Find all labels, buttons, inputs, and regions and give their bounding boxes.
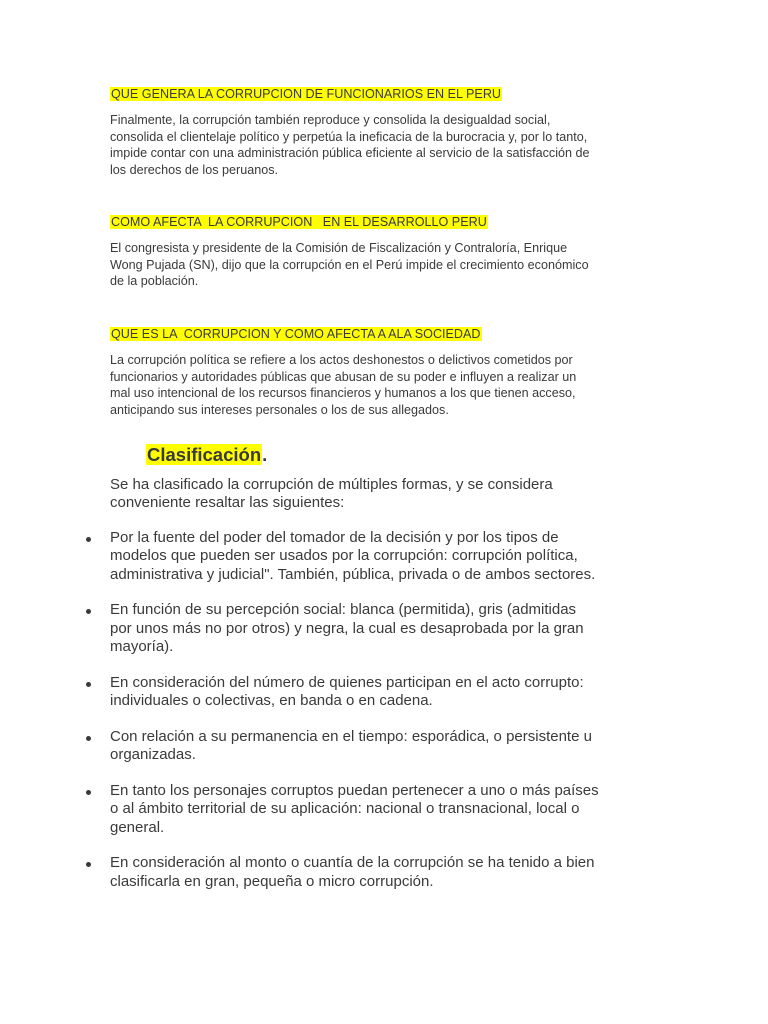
list-item (0, 601, 670, 656)
list-item-line: general. (110, 818, 165, 836)
list-item-line: modelos que pueden ser usados por la corrupción: corrupción política, (110, 547, 578, 565)
bullet-icon (86, 609, 91, 614)
paragraph-line: Finalmente, la corrupción también reproduce y consolida la desigualdad social, (110, 113, 551, 127)
bullet-icon (86, 736, 91, 741)
paragraph-line: de la población. (110, 274, 199, 288)
list-item (0, 529, 670, 584)
paragraph-line: consolida el clientelaje político y perpetúa la ineficacia de la burocracia y, por lo tanto, (110, 129, 588, 144)
list-item-line: En consideración al monto o cuantía de la corrupción se ha tenido a bien (110, 854, 595, 872)
heading-highlight: COMO AFECTA LA CORRUPCION EN EL DESARROLLO PERU (111, 215, 487, 229)
list-item-line: por unos más no por otros) y negra, la cual es desaprobada por la gran (110, 619, 584, 637)
list-item-line: En tanto los personajes corruptos puedan pertenecer a uno o más países (110, 781, 599, 799)
list-item-line: mayoría). (110, 637, 174, 655)
list-item (0, 728, 670, 765)
heading-highlight: QUE GENERA LA CORRUPCION DE FUNCIONARIOS EN EL PERU (111, 87, 502, 101)
list-item-line: clasificarla en gran, pequeña o micro corrupción. (110, 872, 434, 890)
section-heading-2 (110, 214, 488, 230)
list-item (0, 674, 670, 711)
section-heading-1 (110, 86, 502, 102)
list-item (0, 782, 670, 837)
list-item-line: organizadas. (110, 746, 196, 764)
classification-intro (110, 476, 670, 513)
classification-title-suffix: . (262, 444, 268, 465)
section-heading-3 (110, 326, 482, 342)
list-item-line: Con relación a su permanencia en el tiempo: esporádica, o persistente u (110, 727, 592, 745)
list-item-line: individuales o colectivas, en banda o en cadena. (110, 692, 433, 710)
section-paragraph-1 (110, 112, 670, 178)
bullet-icon (86, 862, 91, 867)
list-item-line: Por la fuente del poder del tomador de la decisión y por los tipos de (110, 529, 559, 546)
paragraph-line: Se ha clasificado la corrupción de múltiples formas, y se considera (110, 476, 553, 493)
list-item-line: En función de su percepción social: blanca (permitida), gris (admitidas (110, 601, 577, 619)
paragraph-line: conveniente resaltar las siguientes: (110, 494, 345, 512)
paragraph-line: La corrupción política se refiere a los actos deshonestos o delictivos cometidos por (110, 353, 573, 367)
paragraph-line: anticipando sus intereses personales o los de sus allegados. (110, 402, 449, 417)
list-item-line: En consideración del número de quienes participan en el acto corrupto: (110, 673, 584, 691)
classification-title (146, 443, 267, 467)
paragraph-line: mal uso intencional de los recursos financieros y humanos a los que tienen acceso, (110, 386, 576, 400)
heading-highlight: QUE ES LA CORRUPCION Y COMO AFECTA A ALA SOCIEDAD (111, 327, 481, 341)
list-item-line: administrativa y judicial". También, pública, privada o de ambos sectores. (110, 565, 596, 583)
bullet-icon (86, 682, 91, 687)
paragraph-line: impide contar con una administración pública eficiente al servicio de la satisfacción de (110, 146, 590, 160)
paragraph-line: funcionarios y autoridades públicas que abusan de su poder e influyen a realizar un (110, 369, 577, 384)
paragraph-line: Wong Pujada (SN), dijo que la corrupción en el Perú impide el crecimiento económico (110, 257, 589, 272)
classification-title-text: Clasificación (147, 444, 262, 465)
list-item (0, 854, 670, 891)
classification-bullet-list (0, 529, 768, 908)
section-paragraph-3 (110, 352, 670, 418)
bullet-icon (86, 790, 91, 795)
section-paragraph-2 (110, 240, 670, 290)
bullet-icon (86, 537, 91, 542)
paragraph-line: los derechos de los peruanos. (110, 162, 279, 177)
list-item-line: o al ámbito territorial de su aplicación: nacional o transnacional, local o (110, 800, 580, 818)
paragraph-line: El congresista y presidente de la Comisión de Fiscalización y Contraloría, Enrique (110, 241, 568, 255)
